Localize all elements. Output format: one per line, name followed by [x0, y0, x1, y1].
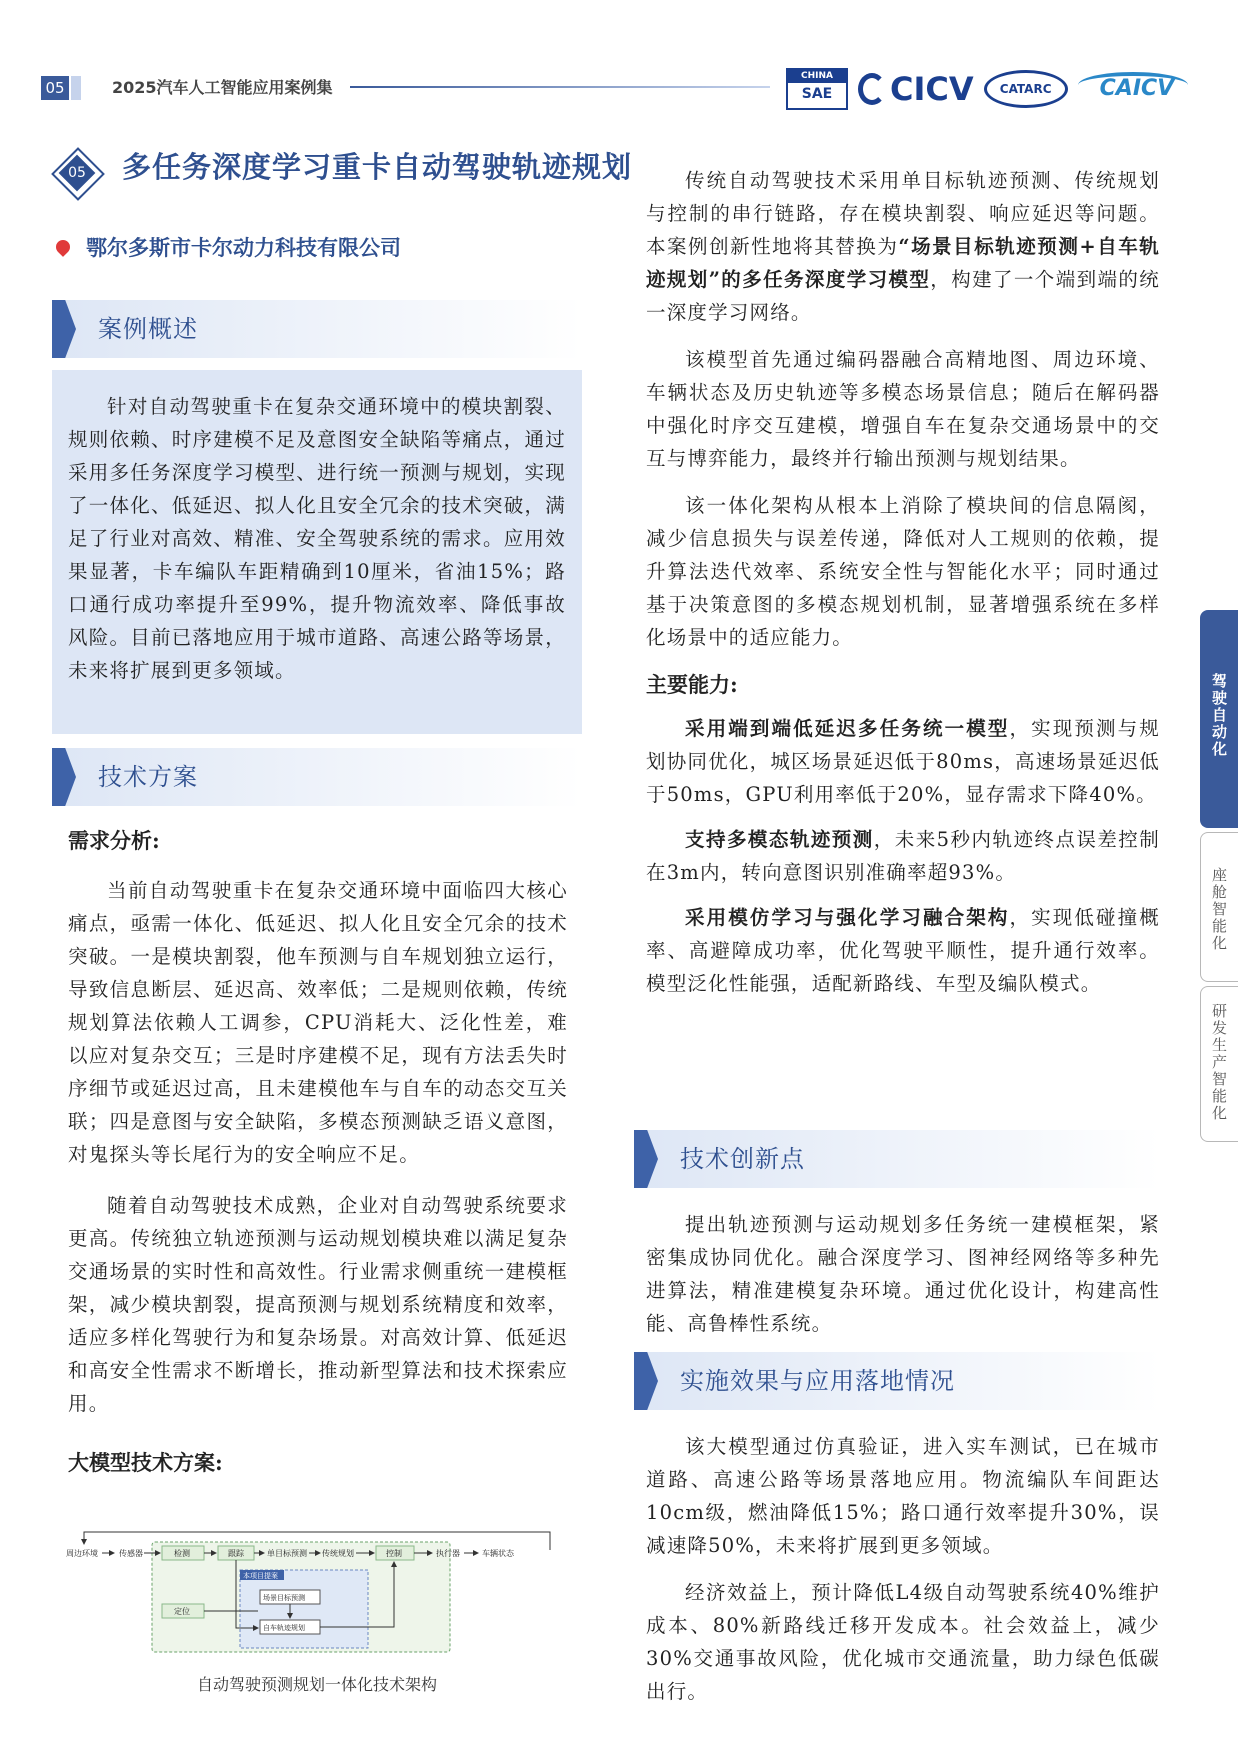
page-number: 05	[41, 76, 69, 100]
china-sae-logo: CHINA SAE	[786, 68, 848, 110]
overview-text: 针对自动驾驶重卡在复杂交通环境中的模块割裂、规则依赖、时序建模不足及意图安全缺陷等痛点，通过采用多任务深度学习模型、进行统一预测与规划，实现了一体化、低延迟、拟人化且安全冗余的技术突破，满足了行业对高效、精准、安全驾驶系统的需求。应用效果显著，卡车编队车距精确到10厘米，省油15%；路口通行成功率提升至99%，提升物流效率、降低事故风险。目前已落地应用于城市道路、高速公路等场景，未来将扩展到更多领域。	[68, 395, 566, 682]
effect-content	[646, 1430, 1160, 1708]
model-paragraph: 该模型首先通过编码器融合高精地图、周边环境、车辆状态及历史轨迹等多模态场景信息；随后在解码器中强化时序交互建模，增强自车在复杂交通场景中的交互与博弈能力，最终并行输出预测与规划结果。	[646, 348, 1160, 470]
chevron-icon	[52, 300, 76, 358]
tab-rd-production-intelligence[interactable]: 研发生产智能化	[1200, 986, 1238, 1142]
architecture-diagram	[64, 1520, 570, 1654]
node-ego-plan: 自车轨迹规划	[263, 1624, 305, 1632]
chevron-icon	[52, 748, 76, 806]
innovation-content	[646, 1208, 1160, 1340]
right-column	[646, 164, 1160, 1000]
architecture-paragraph: 该一体化架构从根本上消除了模块间的信息隔阂，减少信息损失与误差传递，降低对人工规则的依赖，提升算法迭代效率、系统安全性与智能化水平；同时通过基于决策意图的多模态规划机制，显著增强系统在多样化场景中的适应能力。	[646, 494, 1160, 649]
caicv-logo: CAICV	[1078, 70, 1188, 108]
ability-1: 采用端到端低延迟多任务统一模型，实现预测与规划协同优化，城区场景延迟低于80ms，高速场景延迟低于50ms，GPU利用率低于20%，显存需求下降40%。	[646, 717, 1160, 806]
case-title: 多任务深度学习重卡自动驾驶轨迹规划	[122, 150, 633, 184]
overview-box	[52, 370, 582, 734]
node-actuator: 执行器	[436, 1549, 460, 1558]
header-divider	[350, 86, 770, 88]
node-vehicle-state: 车辆状态	[482, 1549, 514, 1558]
node-single-pred: 单目标预测	[267, 1549, 307, 1558]
tab-driving-automation[interactable]: 驾驶自动化	[1200, 610, 1238, 828]
catarc-logo: CATARC	[984, 70, 1068, 108]
location-pin-icon	[53, 237, 73, 257]
model-heading: 大模型技术方案:	[68, 1450, 223, 1475]
ability-3: 采用模仿学习与强化学习融合架构，实现低碰撞概率、高避障成功率，优化驾驶平顺性，提升通行效率。模型泛化性能强，适配新路线、车型及编队模式。	[646, 906, 1160, 995]
abilities-heading: 主要能力:	[646, 672, 738, 697]
chevron-icon	[634, 1130, 658, 1188]
section-effect: 实施效果与应用落地情况	[634, 1352, 1160, 1410]
ability-2: 支持多模态轨迹预测，未来5秒内轨迹终点误差控制在3m内，转向意图识别准确率超93%。	[646, 828, 1160, 884]
node-scene-pred: 场景目标预测	[263, 1594, 305, 1602]
node-locate: 定位	[174, 1607, 190, 1616]
node-env: 周边环境	[66, 1549, 98, 1558]
node-detect: 检测	[174, 1549, 190, 1558]
demand-paragraph-1: 当前自动驾驶重卡在复杂交通环境中面临四大核心痛点，亟需一体化、低延迟、拟人化且安全冗余的技术突破。一是模块割裂，他车预测与自车规划独立运行，导致信息断层、延迟高、效率低；二是规则依赖，传统规划算法依赖人工调参，CPU消耗大、泛化性差，难以应对复杂交互；三是时序建模不足，现有方法丢失时序细节或延迟过高，且未建模他车与自车的动态交互关联；四是意图与安全缺陷，多模态预测缺乏语义意图，对鬼探头等长尾行为的安全响应不足。	[68, 879, 568, 1166]
cicv-logo: CICV	[858, 70, 974, 108]
case-number-badge: 05	[52, 148, 102, 198]
effect-paragraph-2: 经济效益上，预计降低L4级自动驾驶系统40%维护成本、80%新路线迁移开发成本。社会效益上，减少30%交通事故风险，优化城市交通流量，助力绿色低碳出行。	[646, 1581, 1160, 1703]
node-project-tag: 本项目提案	[243, 1572, 278, 1580]
innovation-text: 提出轨迹预测与运动规划多任务统一建模框架，紧密集成协同优化。融合深度学习、图神经网络等多种先进算法，精准建模复杂环境。通过优化设计，构建高性能、高鲁棒性系统。	[646, 1213, 1160, 1335]
demand-heading: 需求分析:	[68, 828, 160, 853]
node-control: 控制	[386, 1549, 402, 1558]
intro-paragraph: 传统自动驾驶技术采用单目标轨迹预测、传统规划与控制的串行链路，存在模块割裂、响应延迟等问题。本案例创新性地将其替换为“场景目标轨迹预测+自车轨迹规划”的多任务深度学习模型，构建了一个端到端的统一深度学习网络。	[646, 169, 1160, 324]
node-trad-plan: 传统规划	[322, 1549, 354, 1558]
section-tech: 技术方案	[52, 748, 582, 806]
partner-logos	[786, 68, 1188, 110]
section-innovation: 技术创新点	[634, 1130, 1160, 1188]
tab-cockpit-intelligence[interactable]: 座舱智能化	[1200, 832, 1238, 982]
document-title: 2025汽车人工智能应用案例集	[112, 78, 333, 97]
effect-paragraph-1: 该大模型通过仿真验证，进入实车测试，已在城市道路、高速公路等场景落地应用。物流编队车间距达10cm级，燃油降低15%；路口通行效率提升30%，误减速降50%，未来将扩展到更多领域。	[646, 1435, 1160, 1557]
section-overview: 案例概述	[52, 300, 582, 358]
diagram-caption: 自动驾驶预测规划一体化技术架构	[196, 1675, 437, 1694]
tech-content	[68, 826, 568, 1478]
demand-paragraph-2: 随着自动驾驶技术成熟，企业对自动驾驶系统要求更高。传统独立轨迹预测与运动规划模块难以满足复杂交通场景的实时性和高效性。行业需求侧重统一建模框架，减少模块割裂，提高预测与规划系统精度和效率，适应多样化驾驶行为和复杂场景。对高效计算、低延迟和高安全性需求不断增长，推动新型算法和技术探索应用。	[68, 1194, 568, 1415]
company-name: 鄂尔多斯市卡尔动力科技有限公司	[86, 235, 401, 260]
node-sensor: 传感器	[119, 1549, 143, 1558]
node-track: 跟踪	[228, 1549, 244, 1558]
chevron-icon	[634, 1352, 658, 1410]
